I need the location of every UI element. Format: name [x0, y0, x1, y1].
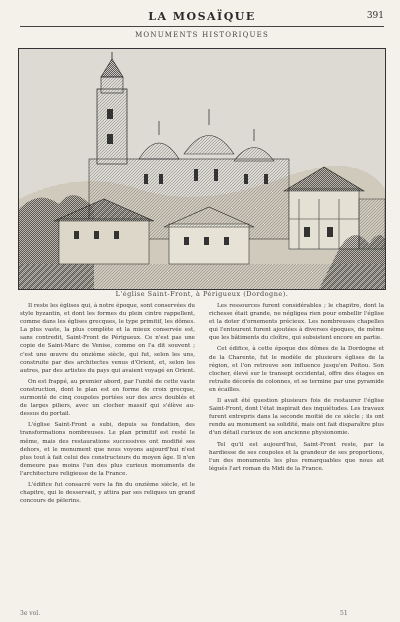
footer-volume: 3e vol.	[20, 610, 41, 617]
paragraph: On est frappé, au premier abord, par l'unité de cette vaste construction, dont le plan est en forme de croix grecque, surmonté de cinq coupoles portées sur des arcs doublés et de larges piliers, avec un clocher massif qui s'élève au-dessus du portail.	[20, 378, 195, 418]
magazine-title: LA MOSAÏQUE	[148, 10, 256, 23]
page-number: 391	[366, 11, 384, 21]
text-column-right	[209, 302, 384, 608]
paragraph: Il avait été question plusieurs fois de restaurer l'église Saint-Front, dont l'état inspirait des inquiétudes. Les travaux furent entrepris dans la seconde moitié de ce siècle ; ils ont rendu au monument sa solidité, mais ont fait disparaître plus d'un détail curieux de son ancienne physionomie.	[209, 398, 384, 437]
engraving-illustration	[18, 48, 386, 290]
paragraph: Les ressources furent considérables ; le chapitre, dont la richesse était grande, ne négligea rien pour embellir l'église et la doter d'ornements précieux. Les nombreuses chapelles qui l'entourent furent ajoutées à diverses époques, de même que les bâtiments du cloître, qui subsistent encore en partie.	[209, 303, 384, 342]
section-heading: MONUMENTS HISTORIQUES	[135, 31, 269, 39]
figure-caption: L'église Saint-Front, à Périgueux (Dordogne).	[115, 290, 289, 298]
paragraph: Cet édifice, à cette époque des dômes de la Dordogne et de la Charente, fut le modèle de plusieurs églises de la région, et l'on retrouve son influence jusqu'en Poitou. Son clocher, élevé sur le transept occidental, offre des étages en retraite décorés de colonnes, et se termine par une pyramide en écailles.	[209, 346, 384, 393]
paragraph: Tel qu'il est aujourd'hui, Saint-Front reste, par la hardiesse de ses coupoles et la grandeur de ses proportions, l'un des monuments les plus remarquables que nous ait légués l'art roman du Midi de la France.	[209, 441, 384, 472]
paragraph: L'édifice fut consacré vers la fin du onzième siècle, et le chapitre, qui le desservait, y attira par ses reliques un grand concours de pèlerins.	[20, 481, 195, 505]
paragraph: L'église Saint-Front a subi, depuis sa fondation, des transformations nombreuses. Le plan primitif est resté le même, mais des restaurations successives ont modifié ses dehors, et le monument que nous voyons aujourd'hui n'est plus tout à fait celui des constructeurs du moyen âge. Il n'en demeure pas moins l'un des plus curieux monuments de l'architecture religieuse de la France.	[20, 422, 195, 477]
footer-signature: 51	[340, 610, 348, 617]
page-header	[20, 10, 384, 27]
cathedral-engraving	[19, 49, 385, 289]
paragraph: Il reste les églises qui, à notre époque, sont conservées du style byzantin, et dont les formes du plein cintre rappellent, comme dans les églises grecques, le type primitif, les dômes. La plus vaste, la plus complète et la mieux conservée est, sans contredit, Saint-Front de Périgueux. Ce n'est pas une copie de Saint-Marc de Venise, comme on l'a dit souvent ; c'est une œuvre du onzième siècle, qui fut, selon les uns, construite par des architectes venus d'Orient, et, selon les autres, par des artistes du pays qui avaient voyagé en Orient.	[20, 303, 195, 374]
text-column-left	[20, 302, 195, 608]
